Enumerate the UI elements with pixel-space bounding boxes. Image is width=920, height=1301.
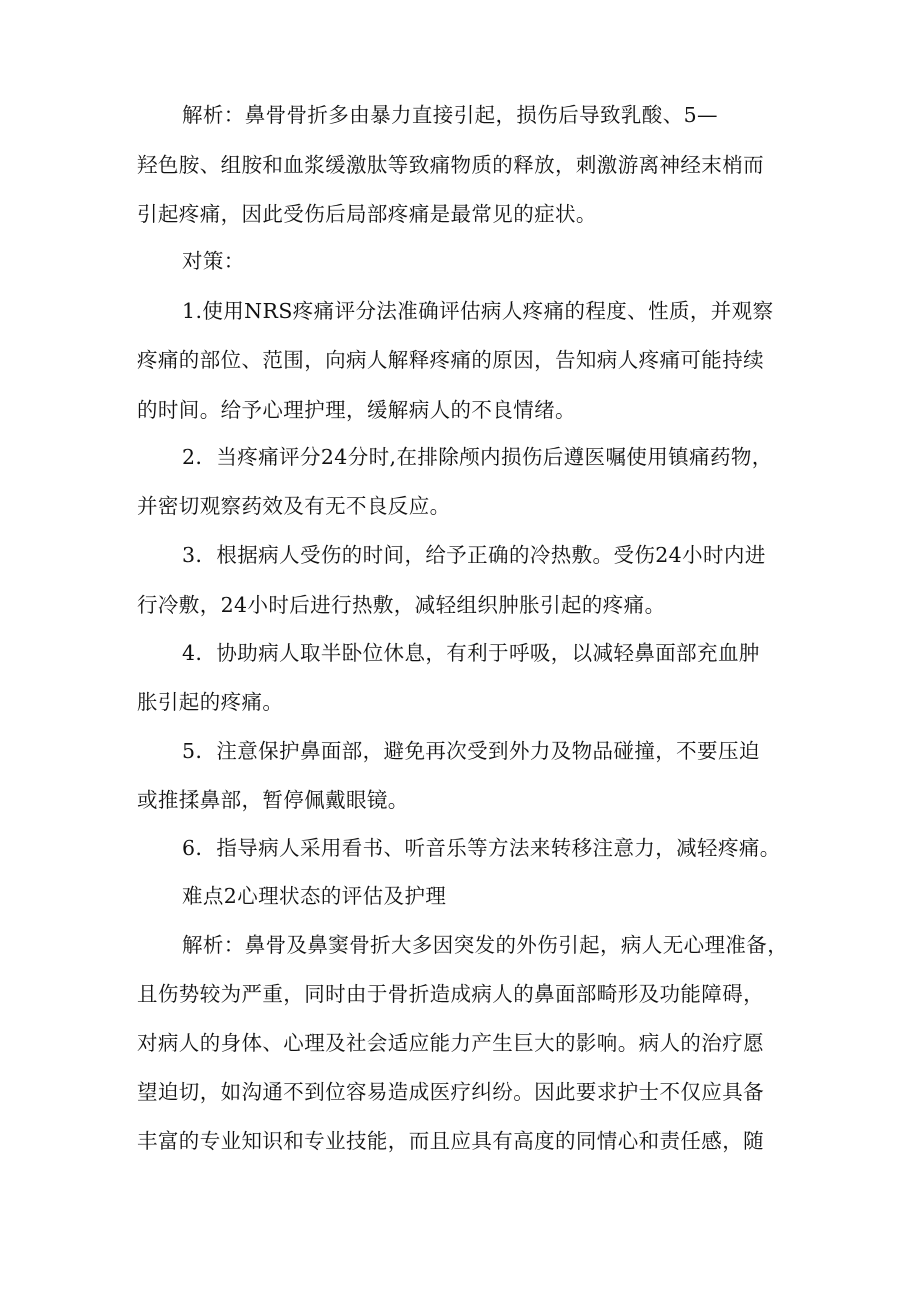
measure-3-line-2: 行冷敷，24小时后进行热敷，减轻组织肿胀引起的疼痛。 <box>137 593 666 617</box>
measure-1-line-1: 1.使用NRS疼痛评分法准确评估病人疼痛的程度、性质，并观察 <box>182 299 774 323</box>
measure-5-line-1: 5．注意保护鼻面部，避免再次受到外力及物品碰撞，不要压迫 <box>182 739 760 763</box>
measure-5-line-2: 或推揉鼻部，暂停佩戴眼镜。 <box>137 788 409 812</box>
measure-1-line-3: 的时间。给予心理护理，缓解病人的不良情绪。 <box>137 398 576 422</box>
analysis-1-line-1: 解析：鼻骨骨折多由暴力直接引起，损伤后导致乳酸、5— <box>182 103 718 127</box>
difficulty-2-heading: 难点2心理状态的评估及护理 <box>182 884 447 908</box>
analysis-1-line-3: 引起疼痛，因此受伤后局部疼痛是最常见的症状。 <box>137 202 597 226</box>
analysis-2-line-4: 望迫切，如沟通不到位容易造成医疗纠纷。因此要求护士不仅应具备 <box>137 1080 764 1104</box>
analysis-2-line-3: 对病人的身体、心理及社会适应能力产生巨大的影响。病人的治疗愿 <box>137 1031 764 1055</box>
measure-4-line-1: 4．协助病人取半卧位休息，有利于呼吸，以减轻鼻面部充血肿 <box>182 641 760 665</box>
countermeasures-heading: 对策： <box>182 249 245 273</box>
analysis-2-line-5: 丰富的专业知识和专业技能，而且应具有高度的同情心和责任感，随 <box>137 1129 764 1153</box>
measure-2-line-2: 并密切观察药效及有无不良反应。 <box>137 494 451 518</box>
measure-4-line-2: 胀引起的疼痛。 <box>137 690 284 714</box>
analysis-2-line-1: 解析：鼻骨及鼻窦骨折大多因突发的外伤引起，病人无心理准备， <box>182 933 789 957</box>
measure-1-line-2: 疼痛的部位、范围，向病人解释疼痛的原因，告知病人疼痛可能持续 <box>137 348 764 372</box>
analysis-1-line-2: 羟色胺、组胺和血浆缓激肽等致痛物质的释放，刺激游离神经末梢而 <box>137 153 764 177</box>
measure-2-line-1: 2．当疼痛评分24分时,在排除颅内损伤后遵医嘱使用镇痛药物， <box>182 445 773 469</box>
measure-6-line-1: 6．指导病人采用看书、听音乐等方法来转移注意力，减轻疼痛。 <box>182 836 781 860</box>
analysis-2-line-2: 且伤势较为严重，同时由于骨折造成病人的鼻面部畸形及功能障碍， <box>137 982 764 1006</box>
measure-3-line-1: 3．根据病人受伤的时间，给予正确的冷热敷。受伤24小时内进 <box>182 543 766 567</box>
